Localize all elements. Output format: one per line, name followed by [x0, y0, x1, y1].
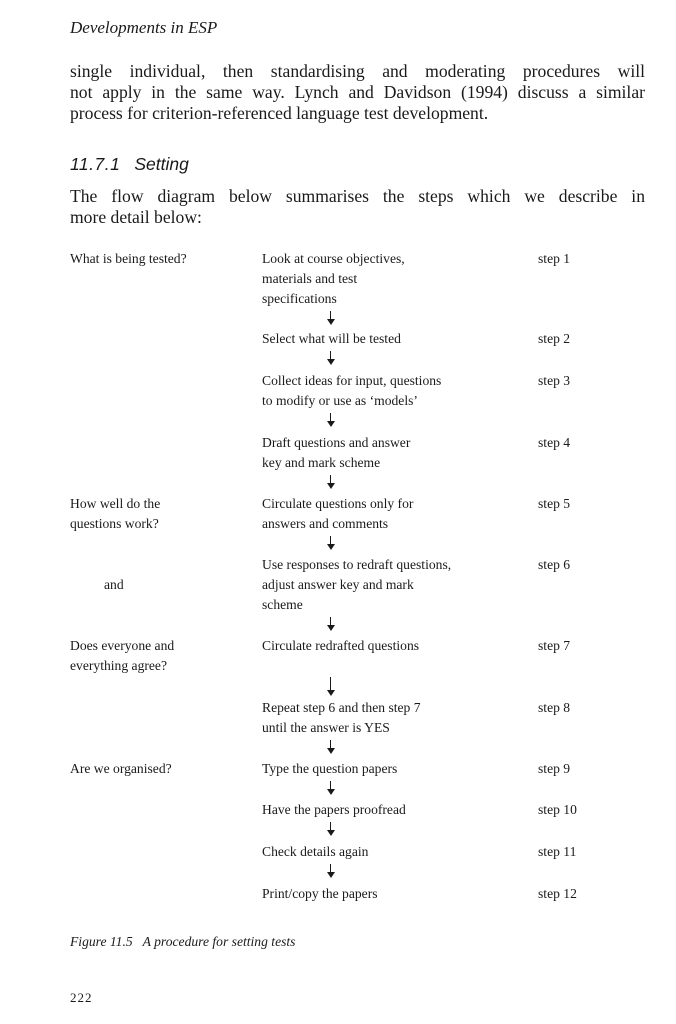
- question-label: [70, 249, 187, 269]
- down-arrow-icon: [324, 311, 338, 325]
- step-text-line: Circulate redrafted questions: [262, 638, 420, 653]
- question-label: [70, 494, 160, 534]
- page-number: 222: [70, 990, 93, 1005]
- section-heading: [70, 154, 189, 175]
- step-label: step 6: [538, 557, 571, 572]
- step-label: step 5: [538, 496, 571, 511]
- down-arrow-icon: [324, 536, 338, 550]
- running-head: Developments in ESP: [70, 18, 218, 37]
- down-arrow-icon: [324, 475, 338, 489]
- flow-step-2: [262, 329, 401, 349]
- step-text-line: Check details again: [262, 844, 369, 859]
- text-line: process for criterion-referenced language test development.: [70, 103, 489, 123]
- figure-label: Figure 11.5: [70, 934, 133, 949]
- step-text-line: key and mark scheme: [262, 455, 381, 470]
- step-text-line: answers and comments: [262, 516, 389, 531]
- step-text-line: Print/copy the papers: [262, 886, 378, 901]
- step-text-line: scheme: [262, 597, 303, 612]
- down-arrow-icon: [324, 864, 338, 878]
- step-text-line: materials and test: [262, 271, 358, 286]
- question-line: and: [104, 577, 124, 592]
- down-arrow-icon: [324, 781, 338, 795]
- question-label: [70, 759, 172, 779]
- step-text-line: Have the papers proofread: [262, 802, 406, 817]
- text-line: single individual, then standardising and moderating procedures will: [70, 61, 645, 81]
- flow-step-6: [262, 555, 451, 615]
- step-label: step 10: [538, 802, 577, 817]
- figure-title: A procedure for setting tests: [142, 934, 296, 949]
- step-label: step 12: [538, 886, 577, 901]
- flow-step-9: [262, 759, 397, 779]
- flow-step-3: [262, 371, 441, 411]
- down-arrow-icon: [324, 740, 338, 754]
- flow-step-1: [262, 249, 405, 309]
- flow-step-8: [262, 698, 421, 738]
- step-text-line: Collect ideas for input, questions: [262, 373, 442, 388]
- down-arrow-icon: [324, 677, 338, 696]
- step-text-line: Look at course objectives,: [262, 251, 405, 266]
- lead-paragraph: [70, 186, 645, 228]
- step-label: step 8: [538, 700, 571, 715]
- down-arrow-icon: [324, 617, 338, 631]
- step-text-line: adjust answer key and mark: [262, 577, 414, 592]
- step-text-line: Select what will be tested: [262, 331, 401, 346]
- question-label: [70, 636, 174, 676]
- text-line: The flow diagram below summarises the steps which we describe in: [70, 186, 645, 206]
- question-line: questions work?: [70, 516, 159, 531]
- question-line: Are we organised?: [70, 761, 172, 776]
- step-label: step 2: [538, 331, 571, 346]
- flow-step-10: [262, 800, 406, 820]
- flow-step-11: [262, 842, 368, 862]
- down-arrow-icon: [324, 822, 338, 836]
- text-line: more detail below:: [70, 207, 202, 227]
- question-line: What is being tested?: [70, 251, 187, 266]
- step-text-line: Type the question papers: [262, 761, 398, 776]
- down-arrow-icon: [324, 413, 338, 427]
- question-line: How well do the: [70, 496, 161, 511]
- question-line: Does everyone and: [70, 638, 175, 653]
- flow-step-12: [262, 884, 378, 904]
- question-line: everything agree?: [70, 658, 167, 673]
- figure-caption: [70, 934, 295, 950]
- flow-step-7: [262, 636, 419, 656]
- step-text-line: Circulate questions only for: [262, 496, 414, 511]
- flow-step-5: [262, 494, 413, 534]
- step-label: step 11: [538, 844, 577, 859]
- step-label: step 1: [538, 251, 571, 266]
- question-label: [104, 575, 124, 595]
- down-arrow-icon: [324, 351, 338, 365]
- step-label: step 4: [538, 435, 571, 450]
- step-text-line: to modify or use as ‘models’: [262, 393, 418, 408]
- step-text-line: Repeat step 6 and then step 7: [262, 700, 421, 715]
- step-text-line: Draft questions and answer: [262, 435, 411, 450]
- section-title: Setting: [134, 154, 189, 174]
- step-label: step 3: [538, 373, 571, 388]
- step-label: step 7: [538, 638, 571, 653]
- text-line: not apply in the same way. Lynch and Davidson (1994) discuss a similar: [70, 82, 645, 102]
- section-number: 11.7.1: [70, 154, 121, 174]
- step-text-line: Use responses to redraft questions,: [262, 557, 452, 572]
- flow-step-4: [262, 433, 410, 473]
- step-text-line: until the answer is YES: [262, 720, 390, 735]
- step-label: step 9: [538, 761, 571, 776]
- intro-paragraph: [70, 61, 645, 124]
- step-text-line: specifications: [262, 291, 337, 306]
